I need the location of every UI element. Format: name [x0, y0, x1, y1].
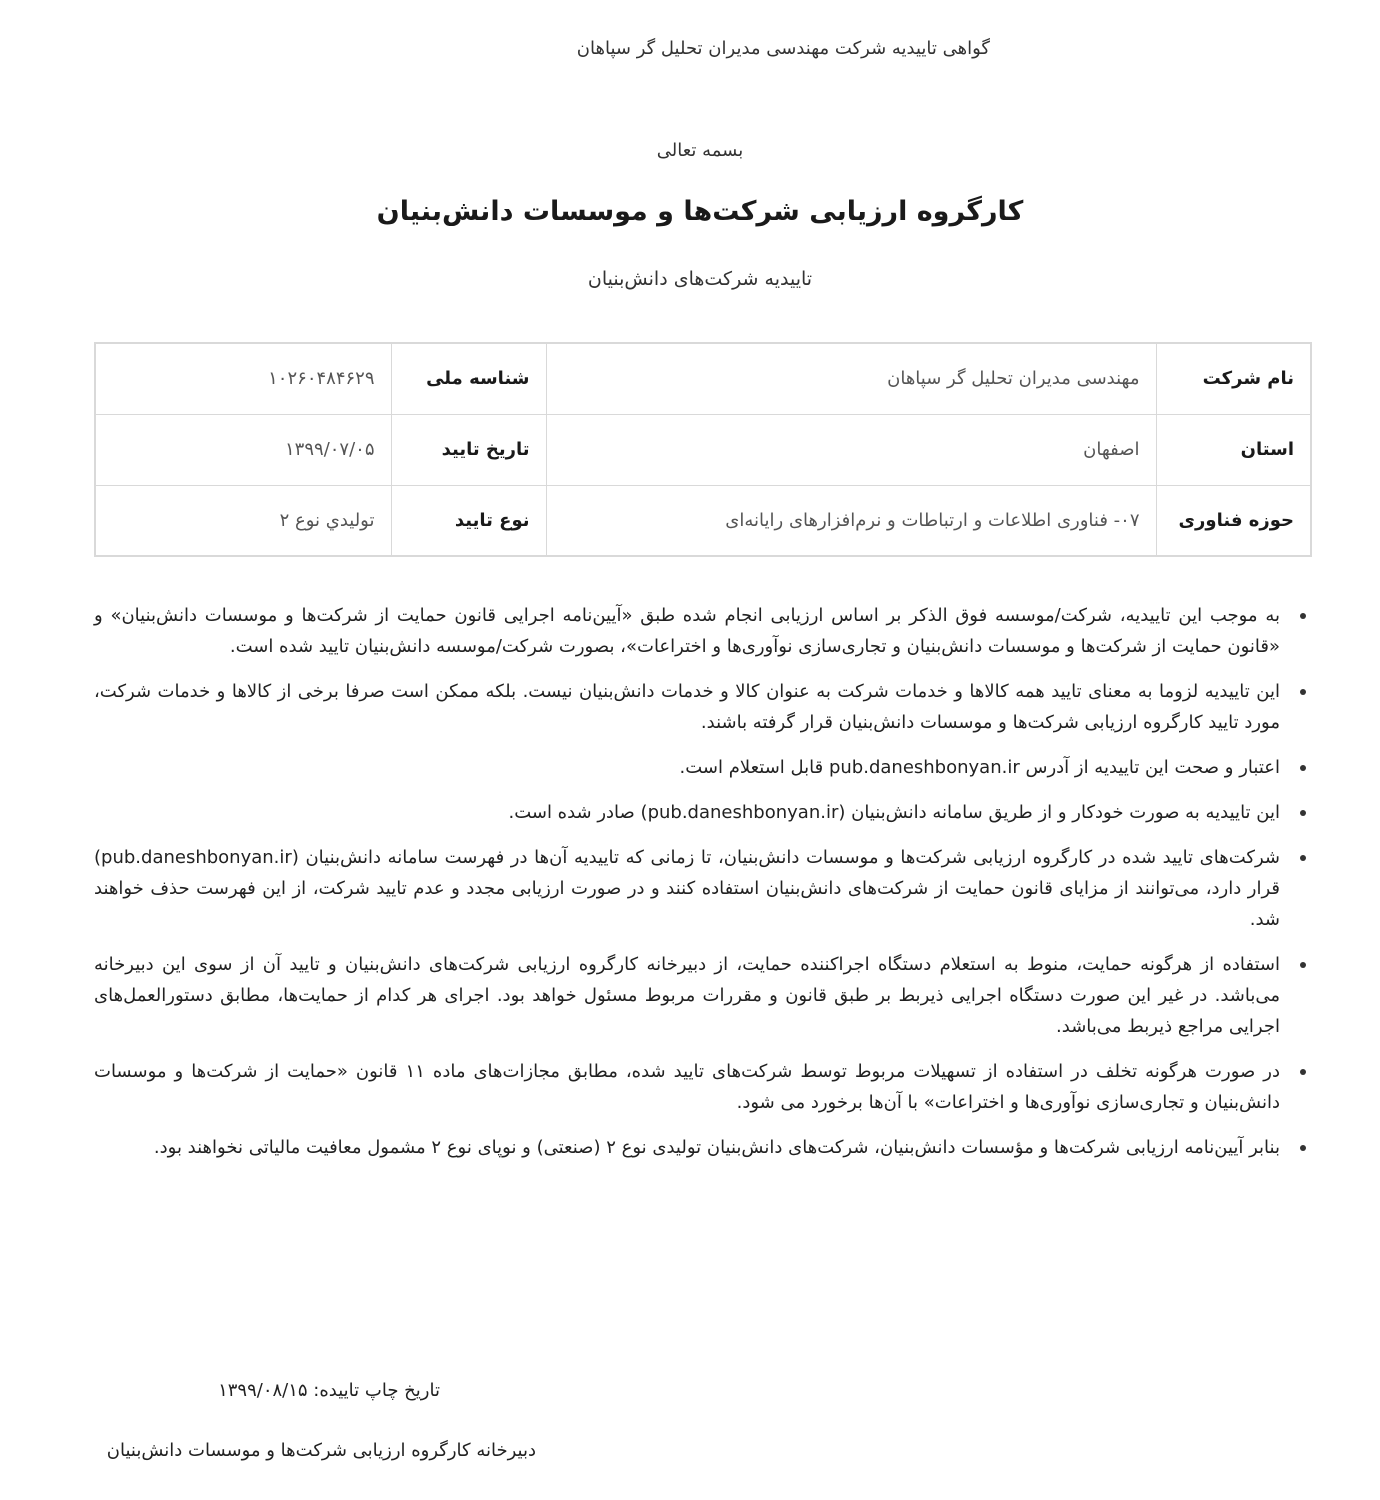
note-text: در صورت هرگونه تخلف در استفاده از تسهیلات مربوط توسط شرکت‌های تایید شده، مطابق مجازات‌های ماده ۱۱ قانون «حمایت از شرکت‌ها و موسسات دانش‌بنیان و تجاری‌سازی نوآوری‌ها و اختراعات» با آن‌ها برخورد می شود. [94, 1061, 1280, 1113]
bullet-icon [1300, 962, 1306, 968]
tech-field-label: حوزه فناوری [1156, 485, 1311, 556]
page-header-title: گواهی تاییدیه شرکت مهندسی مدیران تحلیل گر سپاهان [576, 38, 990, 59]
approval-type-label: نوع تایید [391, 485, 546, 556]
bullet-icon [1300, 1069, 1306, 1075]
page-title: کارگروه ارزیابی شرکت‌ها و موسسات دانش‌بنیان [376, 196, 1024, 227]
note-text: اعتبار و صحت این تاییدیه از آدرس pub.daneshbonyan.ir قابل استعلام است. [679, 757, 1280, 778]
table-row [95, 343, 1311, 414]
province-value: اصفهان [546, 414, 1156, 485]
note-text: شرکت‌های تایید شده در کارگروه ارزیابی شرکت‌ها و موسسات دانش‌بنیان، تا زمانی که تاییدیه آن‌ها در فهرست سامانه دانش‌بنیان (pub.daneshbonyan.ir) قرار دارد، می‌توانند از مزایای قانون حمایت از شرکت‌های دانش‌بنیان استفاده کنند و در صورت ارزیابی مجدد و عدم تایید شرکت، از این فهرست حذف خواهند شد. [94, 847, 1280, 930]
bullet-icon [1300, 613, 1306, 619]
note-text: به موجب این تاییدیه، شرکت/موسسه فوق الذکر بر اساس ارزیابی انجام شده طبق «آیین‌نامه اجرایی قانون حمایت از شرکت‌ها و موسسات دانش‌بنیان» و «قانون حمایت از شرکت‌ها و موسسات دانش‌بنیان و تجاری‌سازی نوآوری‌ها و اختراعات»، بصورت شرکت/موسسه دانش‌بنیان تایید شده است. [94, 605, 1280, 657]
list-item [94, 600, 1310, 662]
list-item [94, 1056, 1310, 1118]
list-item [94, 676, 1310, 738]
footer-signature: دبیرخانه کارگروه ارزیابی شرکت‌ها و موسسات دانش‌بنیان [106, 1440, 536, 1461]
tech-field-value: ۰۷- فناوری اطلاعات و ارتباطات و نرم‌افزارهای رایانه‌ای [546, 485, 1156, 556]
list-item [94, 797, 1310, 828]
company-info-table [94, 342, 1312, 557]
national-id-value: ۱۰۲۶۰۴۸۴۶۲۹ [95, 343, 391, 414]
table-row [95, 485, 1311, 556]
note-text: این تاییدیه لزوما به معنای تایید همه کالاها و خدمات شرکت به عنوان کالا و خدمات دانش‌بنیان نیست. بلکه ممکن است صرفا برخی از کالاها و خدمات شرکت، مورد تایید کارگروه ارزیابی شرکت‌ها و موسسات دانش‌بنیان قرار گرفته باشند. [94, 681, 1280, 733]
approval-date-label: تاریخ تایید [391, 414, 546, 485]
list-item [94, 949, 1310, 1042]
notes-list [94, 600, 1310, 1177]
note-text: این تاییدیه به صورت خودکار و از طریق سامانه دانش‌بنیان (pub.daneshbonyan.ir) صادر شده است. [508, 802, 1280, 823]
approval-date-value: ۱۳۹۹/۰۷/۰۵ [95, 414, 391, 485]
note-text: بنابر آیین‌نامه ارزیابی شرکت‌ها و مؤسسات دانش‌بنیان، شرکت‌های دانش‌بنیان تولیدی نوع ۲ (صنعتی) و نوپای نوع ۲ مشمول معافیت مالیاتی نخواهند بود. [153, 1137, 1280, 1158]
table-row [95, 414, 1311, 485]
approval-type-value: توليدي نوع ۲ [95, 485, 391, 556]
print-date: تاریخ چاپ تاییده: ۱۳۹۹/۰۸/۱۵ [218, 1380, 440, 1401]
company-name-label: نام شرکت [1156, 343, 1311, 414]
note-text: استفاده از هرگونه حمایت، منوط به استعلام دستگاه اجراکننده حمایت، از دبیرخانه کارگروه ارزیابی شرکت‌های دانش‌بنیان و تایید آن از سوی این دبیرخانه می‌باشد. در غیر این صورت دستگاه اجرایی ذیربط بر طبق قانون و مقررات مربوط مسئول خواهد بود. اجرای هر کدام از حمایت‌ها، مطابق دستورالعمل‌های اجرایی مراجع ذیربط می‌باشد. [94, 954, 1280, 1037]
basmala: بسمه تعالی [656, 140, 744, 161]
bullet-icon [1300, 1145, 1306, 1151]
national-id-label: شناسه ملی [391, 343, 546, 414]
bullet-icon [1300, 855, 1306, 861]
list-item [94, 1132, 1310, 1163]
province-label: استان [1156, 414, 1311, 485]
list-item [94, 842, 1310, 935]
page-subtitle: تاییدیه شرکت‌های دانش‌بنیان [587, 268, 813, 290]
bullet-icon [1300, 810, 1306, 816]
list-item [94, 752, 1310, 783]
bullet-icon [1300, 689, 1306, 695]
company-name-value: مهندسی مدیران تحلیل گر سپاهان [546, 343, 1156, 414]
bullet-icon [1300, 765, 1306, 771]
